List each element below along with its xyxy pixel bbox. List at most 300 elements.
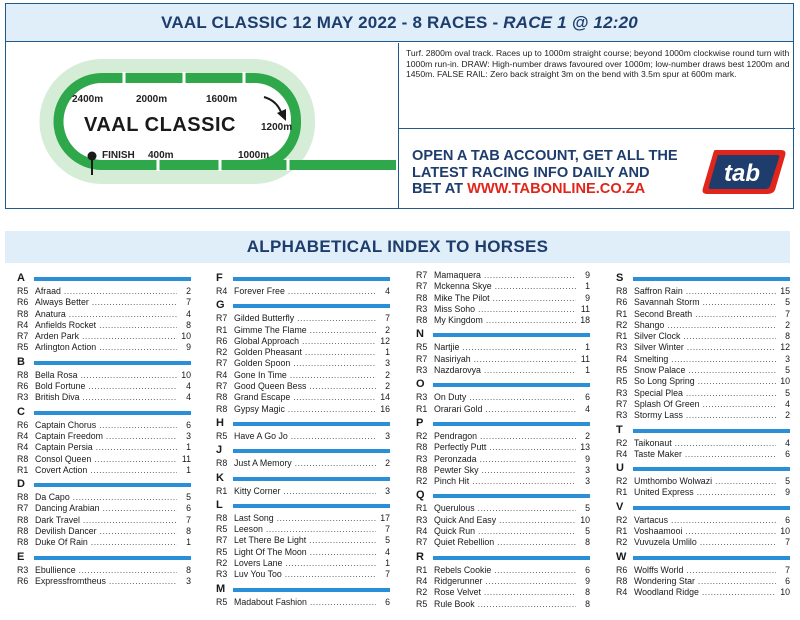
letter-label: D — [17, 478, 25, 491]
letter-label: W — [616, 550, 627, 563]
horse-name: Silver Winter ..... — [634, 342, 776, 353]
saddle-number: 1 — [576, 365, 590, 376]
saddle-number: 13 — [576, 442, 590, 453]
race-number: R2 — [416, 587, 428, 598]
horse-entry — [416, 503, 590, 514]
horse-entry — [17, 381, 191, 392]
horse-entry — [616, 576, 790, 587]
horse-name: Peronzada ..... — [434, 454, 576, 465]
race-number: R1 — [416, 564, 428, 575]
saddle-number: 1 — [177, 537, 191, 548]
race-number: R7 — [416, 537, 428, 548]
horse-entry — [17, 442, 191, 453]
horse-entry — [216, 313, 390, 324]
saddle-number: 11 — [576, 354, 590, 365]
horse-entry — [17, 342, 191, 353]
horse-name: Rose Velvet ..... — [434, 587, 576, 598]
race-number: R2 — [616, 319, 628, 330]
race-number: R6 — [616, 564, 628, 575]
race-number: R7 — [416, 270, 428, 280]
promo-url-link[interactable]: WWW.TABONLINE.CO.ZA — [467, 181, 646, 197]
letter-heading-u — [616, 462, 790, 475]
horse-name: Gilded Butterfly ..... — [234, 313, 376, 324]
horse-name: Captain Persia ..... — [35, 442, 177, 453]
letter-label: O — [416, 378, 425, 391]
info-divider — [399, 128, 795, 129]
race-number: R5 — [616, 376, 628, 387]
saddle-number: 7 — [376, 569, 390, 580]
horse-name: Good Queen Bess ..... — [234, 381, 376, 392]
letter-label: N — [416, 328, 424, 341]
letter-divider-bar — [633, 556, 790, 560]
horse-name: Gimme The Flame ..... — [234, 325, 376, 336]
race-number: R3 — [616, 387, 628, 398]
saddle-number: 7 — [776, 565, 790, 576]
horse-name: Wondering Star ..... — [634, 576, 776, 587]
letter-label: S — [616, 272, 624, 284]
horse-entry — [17, 515, 191, 526]
horse-entry — [616, 376, 790, 387]
horse-entry — [216, 286, 390, 297]
letter-divider-bar — [233, 449, 390, 453]
horse-name: Nazdarovya ..... — [434, 365, 576, 376]
race-number: R6 — [17, 297, 29, 308]
horse-entry — [216, 547, 390, 558]
saddle-number: 1 — [576, 342, 590, 353]
race-number: R7 — [416, 353, 428, 364]
saddle-number: 10 — [177, 370, 191, 381]
letter-divider-bar — [34, 556, 191, 560]
race-number: R5 — [216, 524, 228, 535]
saddle-number: 4 — [576, 404, 590, 415]
saddle-number: 2 — [376, 370, 390, 381]
horse-entry — [416, 515, 590, 526]
letter-divider-bar — [633, 506, 790, 510]
letter-divider-bar — [633, 429, 790, 433]
race-number: R8 — [17, 537, 29, 548]
race-number: R3 — [416, 365, 428, 376]
race-number: R8 — [17, 453, 29, 464]
saddle-number: 11 — [177, 454, 191, 465]
horse-name: Golden Spoon ..... — [234, 358, 376, 369]
saddle-number: 10 — [776, 587, 790, 598]
horse-name: British Diva ..... — [35, 392, 177, 403]
horse-entry — [616, 342, 790, 353]
horse-entry — [216, 597, 390, 608]
race-number: R8 — [416, 442, 428, 453]
saddle-number: 12 — [376, 336, 390, 347]
letter-heading-a — [17, 272, 191, 285]
race-number: R2 — [616, 537, 628, 548]
horse-name: Forever Free ..... — [234, 286, 376, 297]
saddle-number: 12 — [776, 342, 790, 353]
horse-name: Just A Memory ..... — [234, 458, 376, 469]
letter-divider-bar — [233, 277, 390, 281]
race-number: R3 — [416, 303, 428, 314]
horse-name: Rebels Cookie ..... — [434, 565, 576, 576]
race-number: R4 — [616, 587, 628, 598]
race-number: R5 — [616, 365, 628, 376]
track-info-text: Turf. 2800m oval track. Races up to 1000m straight course; beyond 1000m clockwise round turn with 1000m run-in. DRAW: High-number draws favoured over 1000m; low-number draws best 1200m and 1450m. FALSE RAIL: Zero back straight 3m on the bend with 3.5m spur at 600m mark. — [406, 48, 790, 80]
horse-entry — [616, 438, 790, 449]
horse-name: Captain Freedom ..... — [35, 431, 177, 442]
horse-entry — [416, 576, 590, 587]
horse-name: Kitty Corner ..... — [234, 486, 376, 497]
horse-entry — [216, 524, 390, 535]
horse-name: Golden Pheasant ..... — [234, 347, 376, 358]
horse-entry — [17, 454, 191, 465]
horse-name: Taikonaut ..... — [634, 438, 776, 449]
horse-entry — [17, 526, 191, 537]
saddle-number: 18 — [576, 315, 590, 326]
race-number: R1 — [216, 485, 228, 496]
race-number: R4 — [17, 319, 29, 330]
letter-divider-bar — [433, 383, 590, 387]
horse-entry — [416, 354, 590, 365]
saddle-number: 5 — [776, 388, 790, 399]
horse-entry — [616, 286, 790, 297]
horse-entry — [616, 297, 790, 308]
saddle-number: 1 — [576, 281, 590, 292]
race-number: R3 — [416, 514, 428, 525]
saddle-number: 9 — [576, 293, 590, 304]
horse-entry — [416, 293, 590, 304]
saddle-number: 3 — [177, 431, 191, 442]
race-number: R7 — [17, 331, 29, 342]
horse-name: Vuvuzela Umlilo ..... — [634, 537, 776, 548]
race-number: R2 — [416, 430, 428, 441]
horse-name: Ridgerunner ..... — [434, 576, 576, 587]
horse-entry — [17, 392, 191, 403]
letter-divider-bar — [233, 477, 390, 481]
letter-divider-bar — [233, 588, 390, 592]
label-2400m: 2400m — [72, 94, 104, 105]
horse-name: Snow Palace ..... — [634, 365, 776, 376]
horse-name: Dark Travel ..... — [35, 515, 177, 526]
horse-name: Special Plea ..... — [634, 388, 776, 399]
horse-name: Expressfromtheus ..... — [35, 576, 177, 587]
race-number: R4 — [616, 353, 628, 364]
horse-name: Leeson ..... — [234, 524, 376, 535]
race-number: R4 — [216, 286, 228, 296]
race-number: R2 — [416, 476, 428, 487]
saddle-number: 6 — [576, 392, 590, 403]
letter-label: V — [616, 500, 624, 513]
horse-entry — [416, 315, 590, 326]
saddle-number: 9 — [776, 487, 790, 498]
race-number: R8 — [17, 369, 29, 380]
horse-entry — [216, 458, 390, 469]
label-1600m: 1600m — [206, 94, 238, 105]
horse-name: Anatura ..... — [35, 309, 177, 320]
horse-entry — [216, 325, 390, 336]
saddle-number: 2 — [376, 381, 390, 392]
horse-entry — [17, 576, 191, 587]
letter-label: H — [216, 416, 224, 429]
horse-entry — [616, 365, 790, 376]
horse-entry — [17, 320, 191, 331]
race-number: R5 — [17, 286, 29, 296]
saddle-number: 3 — [576, 476, 590, 487]
race-number: R1 — [216, 324, 228, 335]
saddle-number: 17 — [376, 513, 390, 524]
race-number: R8 — [216, 403, 228, 414]
horse-name: Second Breath ..... — [634, 309, 776, 320]
letter-divider-bar — [633, 467, 790, 471]
race-number: R4 — [616, 448, 628, 459]
horse-name: Smelting ..... — [634, 354, 776, 365]
horse-name: Quick Run ..... — [434, 526, 576, 537]
letter-divider-bar — [633, 277, 790, 281]
horse-name: Light Of The Moon ..... — [234, 547, 376, 558]
horse-name: Mike The Pilot ..... — [434, 293, 576, 304]
horse-entry — [416, 442, 590, 453]
race-number: R8 — [616, 286, 628, 296]
race-number: R8 — [416, 464, 428, 475]
race-number: R7 — [616, 398, 628, 409]
letter-heading-p — [416, 417, 590, 430]
saddle-number: 4 — [376, 547, 390, 558]
saddle-number: 5 — [776, 297, 790, 308]
horse-name: Devilish Dancer ..... — [35, 526, 177, 537]
horse-name: Quick And Easy ..... — [434, 515, 576, 526]
letter-divider-bar — [34, 483, 191, 487]
horse-name: Gypsy Magic ..... — [234, 404, 376, 415]
horse-name: So Long Spring ..... — [634, 376, 776, 387]
saddle-number: 6 — [177, 503, 191, 514]
label-finish: FINISH — [102, 150, 135, 161]
race-number: R6 — [216, 335, 228, 346]
race-number: R1 — [616, 526, 628, 537]
race-number: R4 — [416, 526, 428, 537]
letter-divider-bar — [233, 422, 390, 426]
horse-entry — [416, 476, 590, 487]
horse-name: Nartjie ..... — [434, 342, 576, 353]
horse-entry — [216, 347, 390, 358]
letter-label: A — [17, 272, 25, 284]
tab-promo — [412, 148, 678, 198]
horse-entry — [17, 370, 191, 381]
race-number: R1 — [17, 464, 29, 475]
horse-entry — [416, 465, 590, 476]
horse-name: Wolffs World ..... — [634, 565, 776, 576]
saddle-number: 14 — [376, 392, 390, 403]
horse-entry — [616, 309, 790, 320]
race-number: R6 — [616, 297, 628, 308]
saddle-number: 6 — [776, 449, 790, 460]
saddle-number: 9 — [576, 576, 590, 587]
promo-line-3-prefix: BET AT — [412, 181, 468, 197]
saddle-number: 2 — [776, 410, 790, 421]
index-column-4 — [616, 270, 790, 599]
race-number: R4 — [17, 430, 29, 441]
saddle-number: 2 — [376, 458, 390, 469]
race-number: R6 — [17, 419, 29, 430]
horse-entry — [416, 599, 590, 610]
saddle-number: 16 — [376, 404, 390, 415]
race-number: R1 — [416, 503, 428, 514]
saddle-number: 6 — [776, 576, 790, 587]
letter-label: P — [416, 416, 424, 429]
svg-text:tab: tab — [724, 160, 760, 187]
saddle-number: 3 — [576, 465, 590, 476]
horse-name: Global Approach ..... — [234, 336, 376, 347]
letter-heading-e — [17, 551, 191, 564]
horse-name: Pewter Sky ..... — [434, 465, 576, 476]
saddle-number: 4 — [177, 381, 191, 392]
race-number: R5 — [416, 598, 428, 609]
horse-entry — [17, 431, 191, 442]
horse-name: Perfectly Putt ..... — [434, 442, 576, 453]
race-number: R5 — [216, 546, 228, 557]
race-number: R5 — [17, 342, 29, 353]
race-number: R2 — [616, 476, 628, 487]
horse-name: Bella Rosa ..... — [35, 370, 177, 381]
saddle-number: 4 — [376, 286, 390, 297]
horse-entry — [616, 537, 790, 548]
saddle-number: 4 — [177, 309, 191, 320]
index-column-2 — [216, 270, 390, 608]
letter-label: R — [416, 550, 424, 563]
horse-name: Taste Maker ..... — [634, 449, 776, 460]
saddle-number: 10 — [576, 515, 590, 526]
race-number: R1 — [416, 403, 428, 414]
race-number: R2 — [616, 437, 628, 448]
letter-heading-b — [17, 356, 191, 369]
horse-entry — [416, 404, 590, 415]
tab-logo-icon[interactable] — [701, 146, 787, 198]
letter-divider-bar — [433, 422, 590, 426]
horse-entry — [17, 465, 191, 476]
saddle-number: 1 — [376, 558, 390, 569]
horse-name: Gone In Time ..... — [234, 370, 376, 381]
saddle-number: 2 — [177, 286, 191, 297]
horse-name: Grand Escape ..... — [234, 392, 376, 403]
saddle-number: 10 — [177, 331, 191, 342]
letter-heading-v — [616, 501, 790, 514]
saddle-number: 3 — [376, 358, 390, 369]
saddle-number: 5 — [776, 476, 790, 487]
horse-name: Da Capo ..... — [35, 492, 177, 503]
horse-name: Last Song ..... — [234, 513, 376, 524]
label-400m: 400m — [148, 150, 174, 161]
horse-name: Arlington Action ..... — [35, 342, 177, 353]
saddle-number: 5 — [376, 535, 390, 546]
horse-entry — [216, 381, 390, 392]
horse-name: Silver Clock ..... — [634, 331, 776, 342]
horse-name: On Duty ..... — [434, 392, 576, 403]
horse-name: Savannah Storm ..... — [634, 297, 776, 308]
horse-name: Arden Park ..... — [35, 331, 177, 342]
saddle-number: 8 — [576, 599, 590, 610]
letter-label: U — [616, 462, 624, 475]
horse-name: Always Better ..... — [35, 297, 177, 308]
horse-entry — [616, 399, 790, 410]
race-number: R7 — [216, 358, 228, 369]
saddle-number: 7 — [376, 313, 390, 324]
saddle-number: 7 — [177, 297, 191, 308]
horse-entry — [216, 392, 390, 403]
horse-name: Mamaquera ..... — [434, 270, 576, 281]
horse-entry — [416, 365, 590, 376]
saddle-number: 3 — [177, 576, 191, 587]
race-number: R5 — [216, 596, 228, 607]
race-number: R7 — [416, 281, 428, 292]
race-number: R3 — [17, 564, 29, 575]
letter-heading-d — [17, 478, 191, 491]
horse-entry — [216, 336, 390, 347]
horse-entry — [616, 320, 790, 331]
race-number: R2 — [216, 558, 228, 569]
race-number: R8 — [616, 575, 628, 586]
label-1200m: 1200m — [261, 122, 293, 133]
horse-entry — [17, 503, 191, 514]
horse-name: Miss Soho ..... — [434, 304, 576, 315]
horse-name: Umthombo Wolwazi ..... — [634, 476, 776, 487]
race-number: R1 — [616, 487, 628, 498]
race-number: R7 — [216, 535, 228, 546]
horse-name: Querulous ..... — [434, 503, 576, 514]
race-number: R5 — [416, 342, 428, 353]
horse-entry — [616, 587, 790, 598]
letter-divider-bar — [233, 304, 390, 308]
saddle-number: 11 — [576, 304, 590, 315]
saddle-number: 4 — [177, 392, 191, 403]
saddle-number: 2 — [576, 431, 590, 442]
horse-entry — [216, 358, 390, 369]
saddle-number: 6 — [576, 565, 590, 576]
race-number: R1 — [616, 331, 628, 342]
horse-name: Saffron Rain ..... — [634, 286, 776, 297]
horse-entry — [416, 270, 590, 281]
saddle-number: 8 — [576, 537, 590, 548]
horse-entry — [17, 309, 191, 320]
horse-name: Quiet Rebellion ..... — [434, 537, 576, 548]
saddle-number: 5 — [776, 365, 790, 376]
saddle-number: 8 — [177, 565, 191, 576]
horse-entry — [216, 431, 390, 442]
horse-entry — [616, 565, 790, 576]
saddle-number: 1 — [177, 442, 191, 453]
index-column-1 — [17, 270, 191, 587]
horse-name: Anfields Rocket ..... — [35, 320, 177, 331]
race-number: R8 — [216, 512, 228, 523]
horse-name: Voshaamooi ..... — [634, 526, 776, 537]
horse-name: Woodland Ridge ..... — [634, 587, 776, 598]
horse-name: Captain Chorus ..... — [35, 420, 177, 431]
horse-name: Bold Fortune ..... — [35, 381, 177, 392]
race-number: R8 — [216, 458, 228, 469]
saddle-number: 10 — [776, 376, 790, 387]
horse-name: Rule Book ..... — [434, 599, 576, 610]
horse-name: Luv You Too ..... — [234, 569, 376, 580]
race-number: R7 — [216, 313, 228, 324]
horse-entry — [616, 410, 790, 421]
race-number: R3 — [17, 392, 29, 403]
saddle-number: 15 — [776, 286, 790, 297]
horse-entry — [616, 476, 790, 487]
letter-heading-q — [416, 489, 590, 502]
race-number: R8 — [17, 308, 29, 319]
race-number: R3 — [416, 392, 428, 403]
horse-name: United Express ..... — [634, 487, 776, 498]
horse-name: Consol Queen ..... — [35, 454, 177, 465]
letter-heading-m — [216, 583, 390, 596]
horse-entry — [616, 354, 790, 365]
letter-heading-w — [616, 551, 790, 564]
race-number: R2 — [616, 514, 628, 525]
horse-entry — [616, 449, 790, 460]
